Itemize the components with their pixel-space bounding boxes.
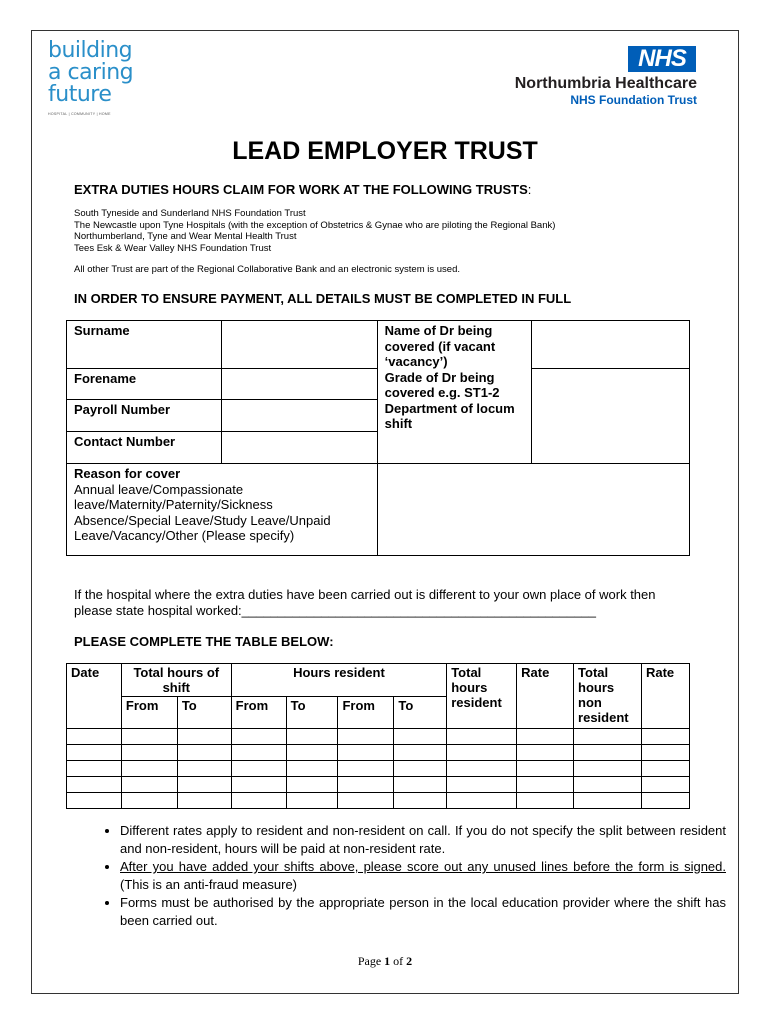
table-cell[interactable]: [177, 745, 231, 761]
table-cell[interactable]: [67, 729, 122, 745]
col-hours-resident: Hours resident: [231, 664, 447, 697]
shift-to: To: [177, 697, 231, 729]
note-rates: • Different rates apply to resident and non-resident on call. If you do not specify the split between resident and non-resident, hours will be paid at non-resident rate.: [120, 822, 726, 858]
table-row: [67, 745, 690, 761]
table-cell[interactable]: [641, 729, 689, 745]
contact-field[interactable]: [221, 432, 377, 464]
table-cell[interactable]: [447, 793, 517, 809]
table-cell[interactable]: [121, 777, 177, 793]
ensure-heading: IN ORDER TO ENSURE PAYMENT, ALL DETAILS MUST BE COMPLETED IN FULL: [74, 291, 572, 306]
department-label: Department of locum shift: [384, 400, 515, 431]
table-cell[interactable]: [286, 777, 338, 793]
table-cell[interactable]: [517, 745, 574, 761]
hospital-worked-text: If the hospital where the extra duties have been carried out is different to your own place of work then please state hospital worked:_________________________________________________: [74, 587, 656, 618]
table-cell[interactable]: [447, 761, 517, 777]
table-cell[interactable]: [121, 761, 177, 777]
shift-from: From: [121, 697, 177, 729]
table-cell[interactable]: [286, 745, 338, 761]
col-total-non-resident: Total hours non resident: [574, 664, 642, 729]
table-cell[interactable]: [286, 761, 338, 777]
note-anti-fraud-underlined: After you have added your shifts above, please score out any unused lines before the form is signed.: [120, 859, 726, 874]
nhs-logo: NHS: [628, 46, 696, 72]
trust-item: The Newcastle upon Tyne Hospitals (with the exception of Obstetrics & Gynae who are piloting the Regional Bank): [74, 219, 556, 231]
logo-line-3: future: [48, 82, 112, 107]
resident-to-2: To: [394, 697, 447, 729]
table-cell[interactable]: [67, 761, 122, 777]
table-cell[interactable]: [447, 777, 517, 793]
hours-table: [66, 663, 690, 809]
table-cell[interactable]: [641, 761, 689, 777]
forename-label: Forename: [67, 369, 222, 400]
payroll-label: Payroll Number: [67, 400, 222, 432]
col-total-shift: Total hours of shift: [121, 664, 231, 697]
dr-name-field[interactable]: [532, 321, 690, 369]
table-cell[interactable]: [447, 745, 517, 761]
claim-heading-text: EXTRA DUTIES HOURS CLAIM FOR WORK AT THE FOLLOWING TRUSTS: [74, 182, 528, 197]
logo-line-2: a caring: [48, 60, 134, 85]
table-cell[interactable]: [517, 793, 574, 809]
table-cell[interactable]: [338, 761, 394, 777]
table-cell[interactable]: [121, 745, 177, 761]
table-cell[interactable]: [517, 761, 574, 777]
logo-line-1: building: [48, 38, 133, 63]
trust-item: Northumberland, Tyne and Wear Mental Health Trust: [74, 231, 297, 242]
surname-label: Surname: [67, 321, 222, 369]
note-anti-fraud: [120, 858, 726, 894]
table-cell[interactable]: [338, 793, 394, 809]
note-authorised: • Forms must be authorised by the appropriate person in the local education provider where the shift has been carried out.: [120, 894, 726, 930]
table-cell[interactable]: [177, 729, 231, 745]
building-a-caring-future-logo: [48, 40, 158, 130]
table-cell[interactable]: [231, 761, 286, 777]
table-cell[interactable]: [338, 729, 394, 745]
table-cell[interactable]: [574, 777, 642, 793]
table-cell[interactable]: [121, 729, 177, 745]
table-cell[interactable]: [286, 729, 338, 745]
col-rate-resident: Rate: [517, 664, 574, 729]
right-lower-field[interactable]: [532, 369, 690, 464]
table-cell[interactable]: [641, 793, 689, 809]
table-row: [67, 729, 690, 745]
of-label: of: [393, 954, 404, 968]
table-cell[interactable]: [177, 777, 231, 793]
table-cell[interactable]: [394, 745, 447, 761]
trust-list: [74, 208, 555, 254]
table-cell[interactable]: [231, 729, 286, 745]
payroll-field[interactable]: [221, 400, 377, 432]
table-cell[interactable]: [67, 777, 122, 793]
resident-from-1: From: [231, 697, 286, 729]
details-table: [66, 320, 690, 556]
table-cell[interactable]: [394, 729, 447, 745]
table-cell[interactable]: [517, 729, 574, 745]
surname-field[interactable]: [221, 321, 377, 369]
col-rate-non-resident: Rate: [641, 664, 689, 729]
reason-cell: [67, 464, 378, 556]
logo-tagline: HOSPITAL | COMMUNITY | HOME: [48, 112, 111, 116]
table-cell[interactable]: [394, 793, 447, 809]
table-cell[interactable]: [394, 761, 447, 777]
page-title: LEAD EMPLOYER TRUST: [232, 137, 538, 165]
trust-item: Tees Esk & Wear Valley NHS Foundation Trust: [74, 242, 272, 254]
table-cell[interactable]: [67, 793, 122, 809]
org-name: Northumbria Healthcare: [514, 75, 697, 92]
page-current: 1: [384, 954, 391, 968]
reason-text: Annual leave/Compassionate leave/Maternity/Paternity/Sickness Absence/Special Leave/Study Leave/Unpaid Leave/Vacancy/Other (Please specify): [74, 481, 331, 543]
trust-item: South Tyneside and Sunderland NHS Foundation Trust: [74, 208, 306, 219]
org-subtitle: NHS Foundation Trust: [570, 93, 697, 107]
table-cell[interactable]: [177, 793, 231, 809]
note-anti-fraud-rest: (This is an anti-fraud measure): [120, 877, 298, 892]
col-date: Date: [67, 664, 122, 729]
table-cell[interactable]: [641, 777, 689, 793]
contact-label: Contact Number: [67, 432, 222, 464]
table-cell[interactable]: [231, 793, 286, 809]
table-cell[interactable]: [574, 729, 642, 745]
page-number: [0, 954, 770, 969]
table-cell[interactable]: [641, 745, 689, 761]
col-total-resident: Total hours resident: [447, 664, 517, 729]
dr-name-label: Name of Dr being covered (if vacant ‘vacancy’): [384, 323, 496, 369]
forename-field[interactable]: [221, 369, 377, 400]
table-cell[interactable]: [574, 761, 642, 777]
claim-heading: [74, 182, 531, 197]
table-cell[interactable]: [121, 793, 177, 809]
page-total: 2: [406, 954, 413, 968]
table-cell[interactable]: [286, 793, 338, 809]
table-cell[interactable]: [67, 745, 122, 761]
table-row: [67, 793, 690, 809]
table-row: [67, 777, 690, 793]
table-cell[interactable]: [574, 793, 642, 809]
table-heading: PLEASE COMPLETE THE TABLE BELOW:: [74, 634, 334, 649]
reason-field[interactable]: [377, 464, 689, 556]
claim-heading-colon: :: [527, 182, 532, 197]
table-row: [67, 761, 690, 777]
table-cell[interactable]: [231, 745, 286, 761]
page-label: Page: [357, 954, 382, 968]
table-cell[interactable]: [517, 777, 574, 793]
dr-grade-label: Grade of Dr being covered e.g. ST1-2: [384, 369, 500, 400]
reason-title: Reason for cover: [74, 466, 181, 481]
other-trusts-note: All other Trust are part of the Regional Collaborative Bank and an electronic system is used.: [74, 264, 461, 275]
table-cell[interactable]: [338, 777, 394, 793]
table-cell[interactable]: [447, 729, 517, 745]
table-cell[interactable]: [177, 761, 231, 777]
table-cell[interactable]: [394, 777, 447, 793]
table-cell[interactable]: [338, 745, 394, 761]
resident-from-2: From: [338, 697, 394, 729]
table-cell[interactable]: [574, 745, 642, 761]
table-cell[interactable]: [231, 777, 286, 793]
right-labels: [377, 321, 532, 464]
notes-list: [92, 822, 726, 930]
resident-to-1: To: [286, 697, 338, 729]
